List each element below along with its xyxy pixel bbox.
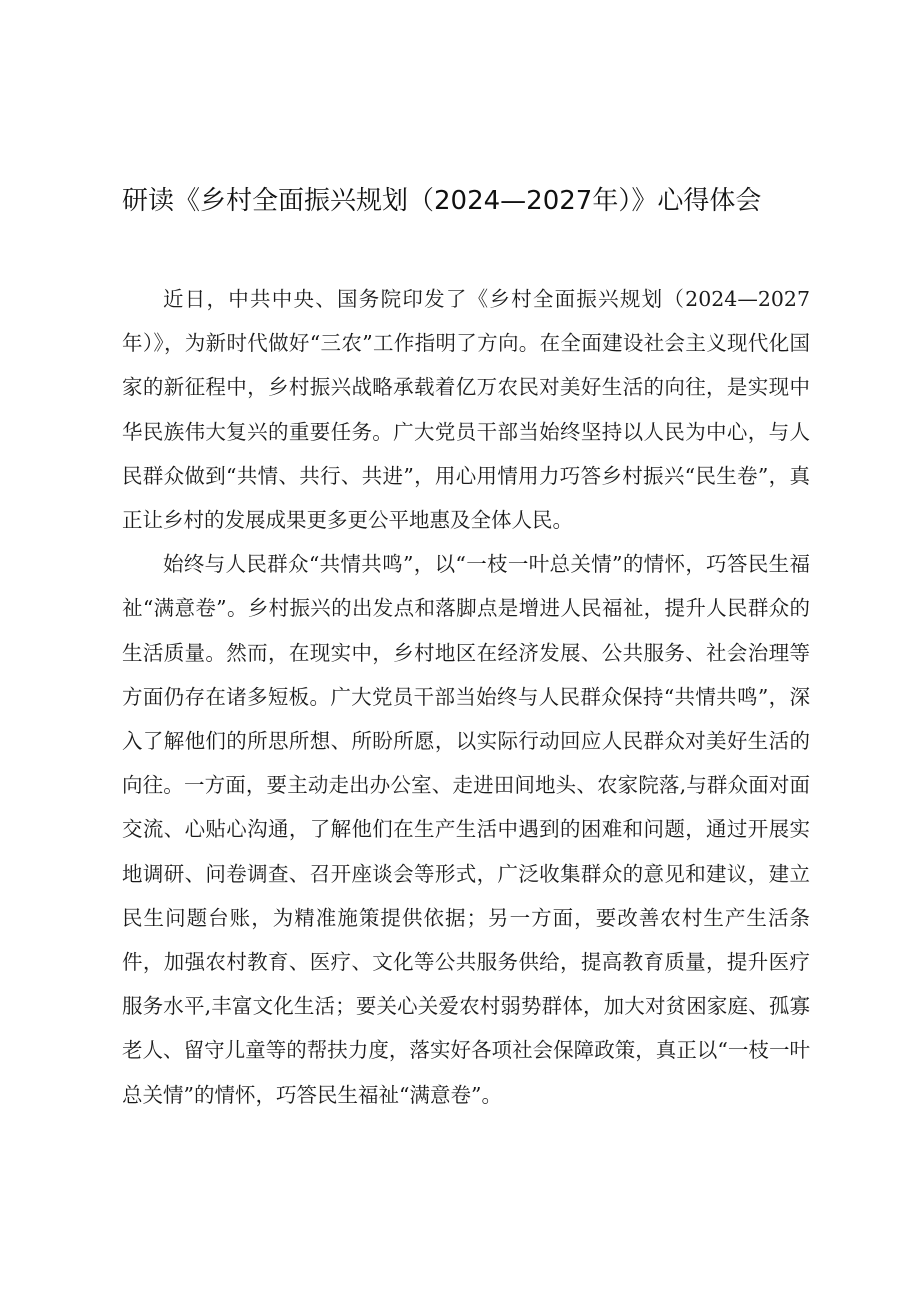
body-paragraph-1: 近日，中共中央、国务院印发了《乡村全面振兴规划（2024—2027年）》，为新时代做好“三农”工作指明了方向。在全面建设社会主义现代化国家的新征程中，乡村振兴战略承载着亿万农民对美好生活的向往，是实现中华民族伟大复兴的重要任务。广大党员干部当始终坚持以人民为中心，与人民群众做到“共情、共行、共进”，用心用情用力巧答乡村振兴“民生卷”，真正让乡村的发展成果更多更公平地惠及全体人民。: [122, 287, 810, 533]
document-body: [122, 277, 810, 1117]
body-paragraph-2: 始终与人民群众“共情共鸣”，以“一枝一叶总关情”的情怀，巧答民生福祉“满意卷”。乡村振兴的出发点和落脚点是增进人民福祉，提升人民群众的生活质量。然而，在现实中，乡村地区在经济发展、公共服务、社会治理等方面仍存在诸多短板。广大党员干部当始终与人民群众保持“共情共鸣”，深入了解他们的所思所想、所盼所愿，以实际行动回应人民群众对美好生活的向往。一方面，要主动走出办公室、走进田间地头、农家院落,与群众面对面交流、心贴心沟通，了解他们在生产生活中遇到的困难和问题，通过开展实地调研、问卷调查、召开座谈会等形式，广泛收集群众的意见和建议，建立民生问题台账，为精准施策提供依据；另一方面，要改善农村生产生活条件，加强农村教育、医疗、文化等公共服务供给，提高教育质量，提升医疗服务水平,丰富文化生活；要关心关爱农村弱势群体，加大对贫困家庭、孤寡老人、留守儿童等的帮扶力度，落实好各项社会保障政策，真正以“一枝一叶总关情”的情怀，巧答民生福祉“满意卷”。: [122, 552, 810, 1107]
document-title: 研读《乡村全面振兴规划（2024—2027年）》心得体会: [122, 186, 762, 216]
